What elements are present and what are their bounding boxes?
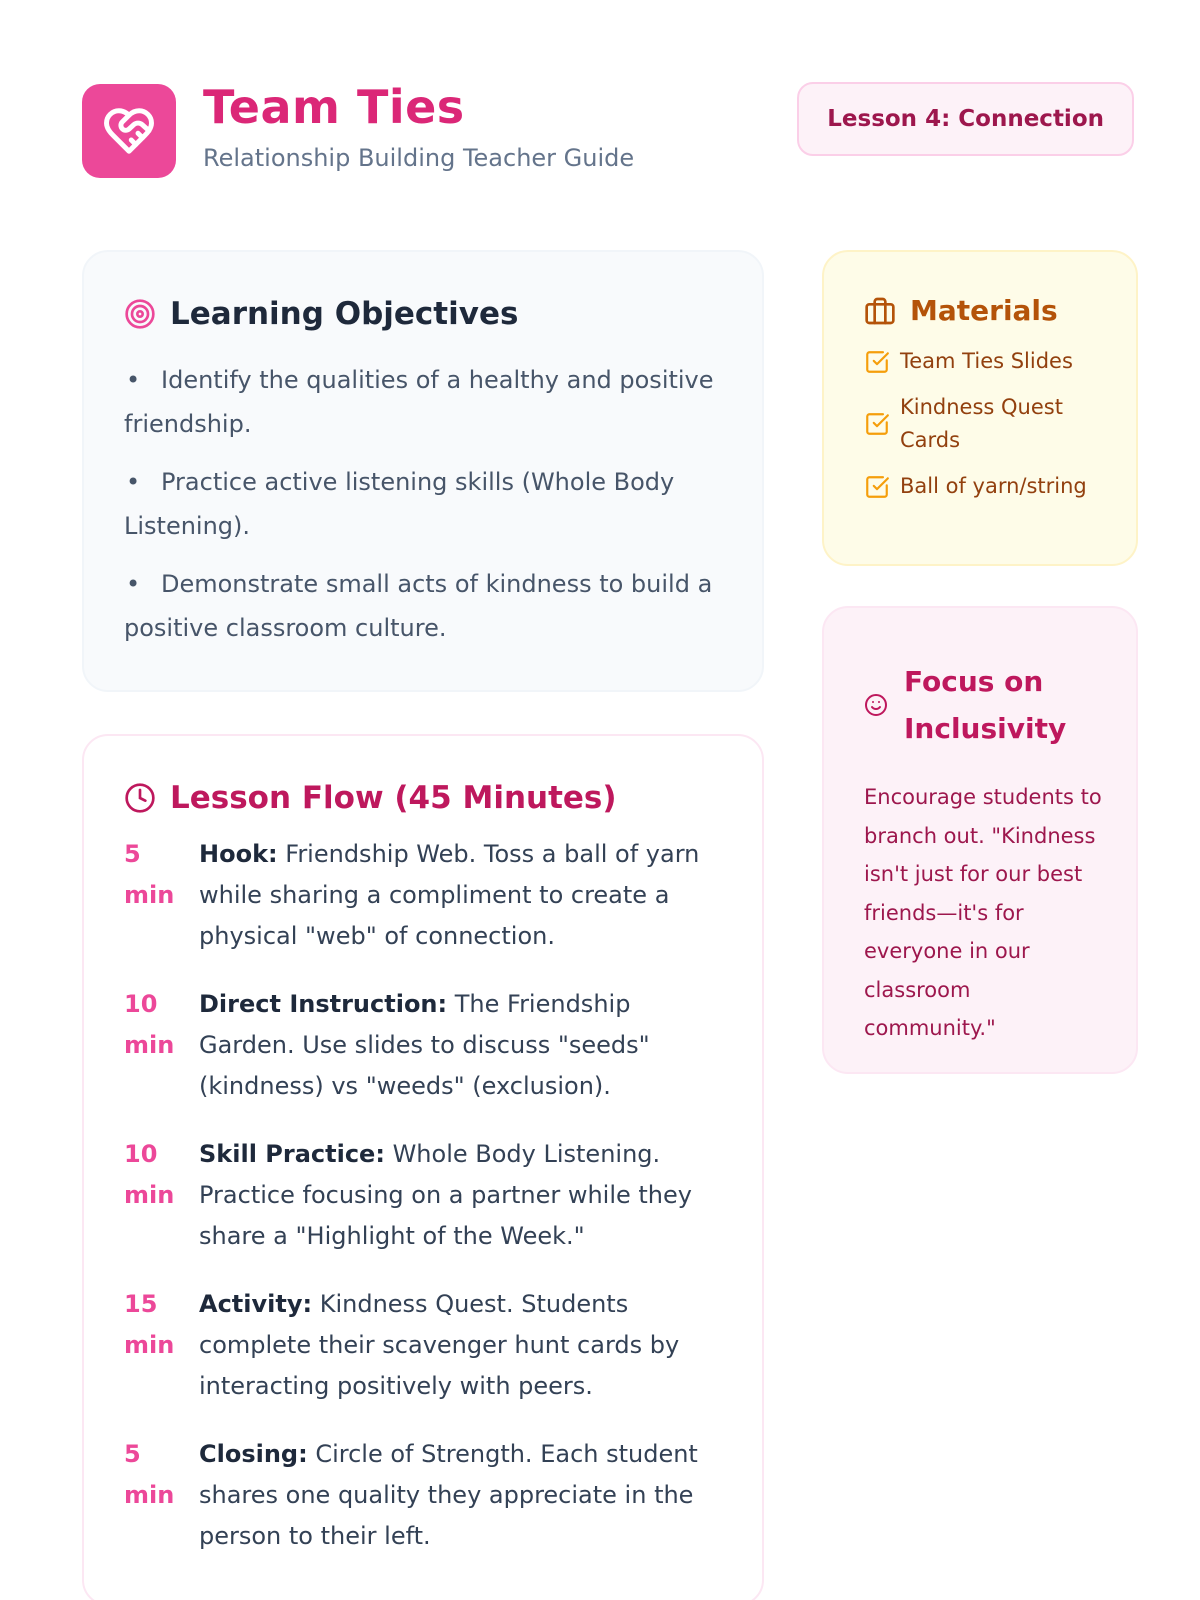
learning-objectives-card [82,250,764,692]
flow-item [124,984,722,1107]
materials-list [864,345,1102,503]
flow-item [124,1284,722,1407]
objectives-heading [124,296,722,332]
inclusivity-title: Focus on Inclusivity [904,665,1067,745]
list-item: • Demonstrate small acts of kindness to build a positive classroom culture. [124,570,713,642]
flow-duration: 15 min [124,1290,175,1359]
briefcase-icon [864,295,896,327]
lesson-badge: Lesson 4: Connection [797,82,1134,156]
flow-duration: 10 min [124,1140,175,1209]
flow-item [124,1434,722,1557]
flow-description: Closing: Circle of Strength. Each student shares one quality they appreciate in the person to their left. [199,1440,698,1550]
smile-icon [864,693,888,717]
lesson-flow-list [124,834,722,1557]
objectives-list [124,358,722,650]
flow-item [124,834,722,957]
inclusivity-heading [864,658,1102,752]
list-item: Ball of yarn/string [864,470,1102,503]
page-subtitle: Relationship Building Teacher Guide [203,144,635,172]
flow-description: Hook: Friendship Web. Toss a ball of yarn while sharing a compliment to create a physical "web" of connection. [199,840,700,950]
lesson-flow-title: Lesson Flow (45 Minutes) [170,780,617,816]
list-item: Team Ties Slides [864,345,1102,378]
flow-description: Skill Practice: Whole Body Listening. Practice focusing on a partner while they share a "Highlight of the Week." [199,1140,692,1250]
logo [82,84,176,178]
checkbox-icon [864,349,900,375]
flow-duration: 5 min [124,1440,175,1509]
flow-item [124,1134,722,1257]
list-item: Kindness Quest Cards [864,391,1102,457]
page-title: Team Ties [203,80,465,134]
clock-icon [124,782,156,814]
checkbox-icon [864,411,900,437]
flow-duration: 5 min [124,840,175,909]
flow-duration: 10 min [124,990,175,1059]
inclusivity-text: Encourage students to branch out. "Kindness isn't just for our best friends—it's for everyone in our classroom community." [864,785,1102,1040]
heart-handshake-icon [102,104,156,158]
list-item: • Practice active listening skills (Whole Body Listening). [124,468,675,540]
flow-description: Direct Instruction: The Friendship Garden. Use slides to discuss "seeds" (kindness) vs "weeds" (exclusion). [199,990,650,1100]
lesson-flow-card [82,734,764,1600]
flow-description: Activity: Kindness Quest. Students complete their scavenger hunt cards by interacting positively with peers. [199,1290,680,1400]
list-item: • Identify the qualities of a healthy and positive friendship. [124,366,714,438]
checkbox-icon [864,474,900,500]
target-icon [124,298,156,330]
inclusivity-card [822,606,1138,1074]
materials-card [822,250,1138,566]
objectives-title: Learning Objectives [170,296,519,332]
lesson-flow-heading [124,780,722,816]
materials-heading [864,294,1102,327]
materials-title: Materials [910,294,1058,327]
page-header [82,80,1134,180]
